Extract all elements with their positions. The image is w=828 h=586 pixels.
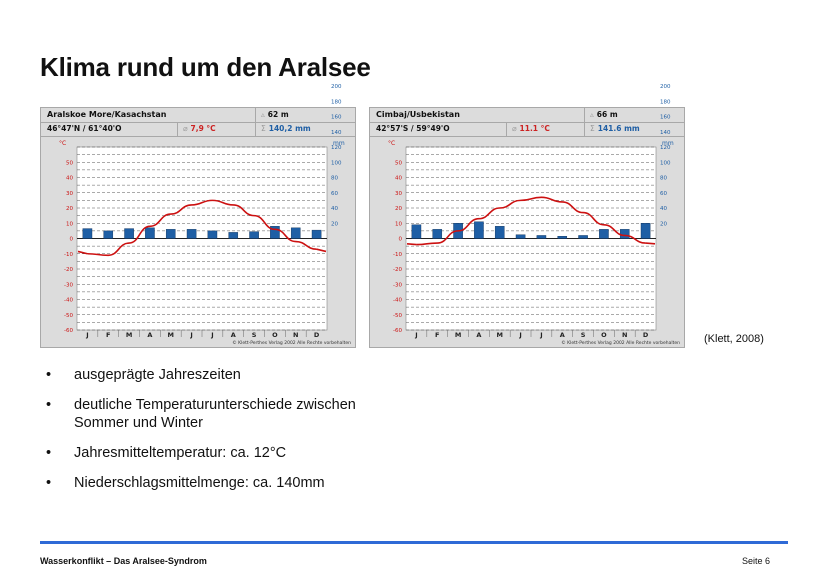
altitude-icon: ▵ [590,110,594,119]
month-label: J [540,331,543,339]
month-label: N [622,331,628,339]
mean-icon: ⌀ [512,124,517,133]
month-label: D [313,331,320,339]
month-label: A [230,331,236,339]
month-label: O [601,331,607,339]
month-label: F [106,331,111,339]
chart-credit: © Klett-Perthes Verlag 2002 Alle Rechte vorbehalten [561,341,680,346]
footer-title: Wasserkonflikt – Das Aralsee-Syndrom [40,556,207,566]
temperature-line-end [646,243,655,244]
month-label: M [454,331,462,339]
annual-precipitation: 141.6 mm [597,124,640,133]
precip-tick-label: 80 [660,175,667,182]
precip-tick-label: 20 [660,221,667,228]
temp-tick-label: -20 [64,267,73,273]
temp-tick-label: -60 [393,328,402,334]
precip-tick-label: 200 [331,84,342,90]
temp-tick-label: -30 [393,282,402,289]
station-coordinates: 46°47'N / 61°40'O [47,124,122,133]
precip-bar [166,229,175,238]
temp-tick-label: -20 [393,267,402,273]
precip-tick-label: 160 [660,114,671,121]
precip-bar [433,229,442,238]
precip-tick-label: 160 [331,114,342,121]
precip-tick-label: 100 [331,160,342,167]
bullet-text: ausgeprägte Jahreszeiten [74,367,241,383]
temp-tick-label: 20 [395,206,402,212]
altitude-value: 66 m [596,110,618,119]
precip-bar [579,235,588,238]
month-label: S [251,331,257,339]
precip-bar [187,229,196,238]
bullet-item [40,366,520,384]
precip-bar [104,231,113,239]
precip-bar [229,232,238,238]
month-label: J [519,331,522,339]
chart-header-row [41,108,355,123]
bullet-list [40,366,520,504]
mean-icon: ⌀ [183,124,188,133]
temp-tick-label: -40 [393,297,402,304]
month-label: S [580,331,586,339]
mean-temp-cell [177,122,255,136]
chart-header-row [370,108,684,123]
precip-tick-label: 100 [660,160,671,167]
precip-bar [599,229,608,238]
climate-chart-aralskoe [40,84,356,348]
mean-temp-cell [506,122,584,136]
month-label: J [86,331,89,339]
temp-tick-label: -50 [393,312,402,319]
bullet-icon: • [46,475,52,491]
precip-tick-label: 180 [331,99,342,106]
chart-subheader-row [41,122,355,137]
bullet-item [40,396,520,432]
temp-unit-label: °C [59,140,67,147]
bullet-icon: • [46,445,52,461]
precip-tick-label: 20 [331,221,338,228]
precip-bar [558,236,567,238]
month-label: J [190,331,193,339]
bullet-item [40,474,520,492]
temp-tick-label: -50 [64,312,73,319]
month-label: N [293,331,299,339]
precip-bar [495,226,504,238]
precip-tick-label: 120 [331,145,342,151]
climate-chart-cimbaj [369,84,685,348]
sum-icon: Σ [590,124,595,133]
mean-temperature: 11.1 °C [519,124,550,133]
month-label: D [642,331,649,339]
temp-tick-label: 30 [66,190,73,197]
precip-bar [83,229,92,239]
month-label: A [559,331,565,339]
month-label: A [147,331,153,339]
bullet-text: Niederschlagsmittelmenge: ca. 140mm [74,475,325,491]
bullet-text: deutliche Temperaturunterschiede zwischen Sommer und Winter [74,397,356,431]
mean-temperature: 7,9 °C [190,124,216,133]
temp-tick-label: 10 [66,221,73,228]
month-label: M [125,331,133,339]
precip-tick-label: 180 [660,99,671,106]
altitude-icon: ▵ [261,110,265,119]
precip-tick-label: 60 [660,190,667,197]
bullet-icon: • [46,367,52,383]
station-name: Cimbaj/Usbekistan [376,110,460,119]
precip-bar [412,225,421,239]
month-label: O [272,331,278,339]
temp-tick-label: 30 [395,190,402,197]
month-label: F [435,331,440,339]
altitude-value: 62 m [267,110,289,119]
sum-icon: Σ [261,124,266,133]
temp-tick-label: 50 [395,160,402,167]
temperature-line-start [407,244,416,245]
month-label: J [415,331,418,339]
temp-tick-label: -10 [64,251,73,258]
precip-tick-label: 200 [660,84,671,90]
month-label: M [167,331,174,339]
precip-tick-label: 60 [331,190,338,197]
precip-bar [125,229,134,239]
month-label: A [476,331,482,339]
chart-credit: © Klett-Perthes Verlag 2002 Alle Rechte vorbehalten [232,341,351,346]
temp-tick-label: 0 [398,236,402,243]
precip-unit-label: mm [662,140,674,147]
precip-tick-label: 40 [660,206,667,212]
page-number: Seite 6 [741,556,770,566]
precip-bar [641,223,650,238]
precip-bar [537,235,546,238]
temp-tick-label: 40 [395,175,402,182]
precip-bar [145,228,154,239]
precip-tick-label: 80 [331,175,338,182]
month-label: J [211,331,214,339]
bullet-item [40,444,520,462]
temp-tick-label: 40 [66,175,73,182]
bullet-text: Jahresmitteltemperatur: ca. 12°C [74,445,287,461]
temp-tick-label: 20 [66,206,73,212]
precip-bar [620,229,629,238]
source-citation: (Klett, 2008) [704,333,764,345]
temp-tick-label: 10 [395,221,402,228]
precip-bar [291,228,300,239]
precip-bar [516,235,525,239]
station-coordinates: 42°57'S / 59°49'O [376,124,450,133]
chart-subheader-row [370,122,684,137]
slide-title: Klima rund um den Aralsee [40,52,371,82]
temp-tick-label: -30 [64,282,73,289]
temp-tick-label: -40 [64,297,73,304]
footer-rule [40,541,788,544]
temp-tick-label: 50 [66,160,73,167]
precip-bar [208,231,217,239]
precip-bar [474,222,483,239]
bullet-icon: • [46,397,52,413]
temp-tick-label: 0 [69,236,73,243]
month-label: M [496,331,503,339]
precip-tick-label: 40 [331,206,338,212]
station-name: Aralskoe More/Kasachstan [47,110,167,119]
precip-tick-label: 120 [660,145,671,151]
precip-tick-label: 140 [331,129,342,136]
precip-unit-label: mm [333,140,345,147]
precip-tick-label: 140 [660,129,671,136]
temp-unit-label: °C [388,140,396,147]
precip-bar [250,232,259,239]
precip-bar [312,230,321,238]
temp-tick-label: -60 [64,328,73,334]
annual-precipitation: 140,2 mm [268,124,311,133]
temp-tick-label: -10 [393,251,402,258]
